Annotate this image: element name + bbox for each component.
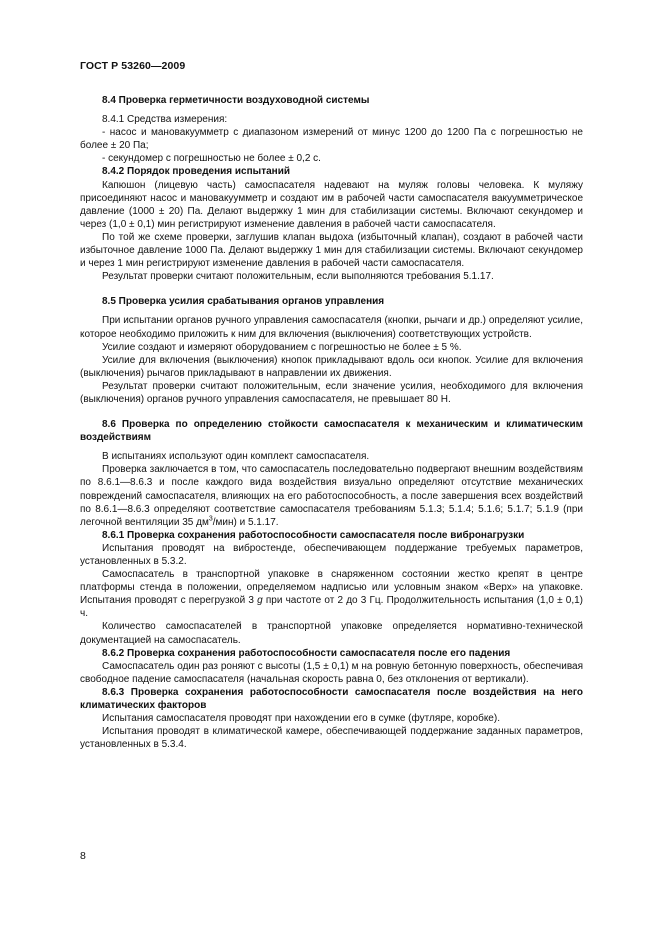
paragraph: Результат проверки считают положительным, если значение усилия, необходимого для включения (выключения) органов ручного управления самоспасателя, не превышает 80 Н. xyxy=(80,380,583,405)
paragraph: Усилие создают и измеряют оборудованием с погрешностью не более ± 5 %. xyxy=(102,341,462,353)
page-number: 8 xyxy=(80,850,86,862)
paragraph xyxy=(80,568,583,620)
bullet-pump-gauge: - насос и мановакуумметр с диапазоном измерений от минус 1200 до 1200 Па с погрешностью не более ± 20 Па; xyxy=(80,127,583,152)
document-code-header: ГОСТ Р 53260—2009 xyxy=(80,60,186,72)
paragraph: При испытании органов ручного управления самоспасателя (кнопки, рычаги и др.) определяют усилие, которое необходимо приложить к ним для включения (выключения) соответствующих устройств. xyxy=(80,315,583,340)
section-8-5-heading: 8.5 Проверка усилия срабатывания органов управления xyxy=(102,296,385,308)
paragraph: Испытания самоспасателя проводят при нахождении его в сумке (футляре, коробке). xyxy=(102,713,500,725)
paragraph xyxy=(80,463,583,528)
text-run: Самоспасатель в транспортной упаковке в снаряженном состоянии жестко крепят в центре платформы стенда в положении, определяемом надписью или условным знаком «Верх» на упаковке. Испытания проводят с перегрузкой 3 xyxy=(80,569,583,607)
page-content xyxy=(80,94,583,751)
bullet-stopwatch: - секундомер с погрешностью не более ± 0,2 с. xyxy=(102,153,321,165)
paragraph: Результат проверки считают положительным, если выполняются требования 5.1.17. xyxy=(102,271,494,283)
clause-8-4-2-heading: 8.4.2 Порядок проведения испытаний xyxy=(102,166,290,178)
superscript: 3 xyxy=(208,515,213,523)
clause-8-6-3-heading: 8.6.3 Проверка сохранения работоспособности самоспасателя после воздействия на него климатических факторов xyxy=(80,686,583,712)
clause-8-6-2-heading: 8.6.2 Проверка сохранения работоспособности самоспасателя после его падения xyxy=(102,647,511,659)
paragraph: Количество самоспасателей в транспортной упаковке определяется нормативно-технической документацией на самоспасатель. xyxy=(80,621,583,646)
paragraph: Испытания проводят в климатической камере, обеспечивающей поддержание заданных параметров, установленных в 5.3.4. xyxy=(80,726,583,751)
paragraph: В испытаниях используют один комплект самоспасателя. xyxy=(102,451,370,463)
paragraph: Самоспасатель один раз роняют с высоты (1,5 ± 0,1) м на ровную бетонную поверхность, обеспечивая свободное падение самоспасателя (начальная скорость равна 0, без отклонения от вертикали). xyxy=(80,660,583,685)
text-run: /мин) и 5.1.17. xyxy=(212,516,279,528)
italic-symbol: g xyxy=(257,595,263,607)
paragraph: Усилие для включения (выключения) кнопок прикладывают вдоль оси кнопок. Усилие для включения (выключения) рычагов прикладывают в направлении их движения. xyxy=(80,354,583,379)
text-run: Проверка заключается в том, что самоспасатель последовательно подвергают внешним воздействиям по 8.6.1—8.6.3 и после каждого вида воздействия визуально определяют отсутствие механических повреждений самоспасателя, влияющих на его работоспособность, а после завершения всех воздействий по 8.6.1—8.6.3 определяют соответствие самоспасателя требованиям 5.1.3; 5.1.4; 5.1.6; 5.1.7; 5.1.9 (при легочной вентиляции 35 дм xyxy=(80,464,583,528)
clause-8-4-1: 8.4.1 Средства измерения: xyxy=(102,114,228,126)
section-8-6-heading: 8.6 Проверка по определению стойкости самоспасателя к механическим и климатическим воздействиям xyxy=(80,419,583,444)
section-8-4-heading: 8.4 Проверка герметичности воздуховодной системы xyxy=(102,95,370,106)
paragraph: Испытания проводят на вибростенде, обеспечивающем поддержание требуемых параметров, установленных в 5.3.2. xyxy=(80,542,583,567)
paragraph: Капюшон (лицевую часть) самоспасателя надевают на муляж головы человека. К муляжу присоединяют насос и мановакуумметр и создают им в рабочей части самоспасателя вакуумметрическое давление (1000 ± 20) Па. Делают выдержку 1 мин для стабилизации системы. Включают секундомер и через (1,0 ± 0,1) мин регистрируют изменение давления в рабочей части самоспасателя. xyxy=(80,179,583,230)
paragraph: По той же схеме проверки, заглушив клапан выдоха (избыточный клапан), создают в рабочей части избыточное давление 1000 Па. Делают выдержку 1 мин для стабилизации системы. Включают секундомер и через 1 мин регистрируют изменение давления в рабочей части самоспасателя. xyxy=(80,231,583,270)
clause-8-6-1-heading: 8.6.1 Проверка сохранения работоспособности самоспасателя после вибронагрузки xyxy=(102,529,525,541)
text-run: при частоте от 2 до 3 Гц. Продолжительность испытания (1,0 ± 0,1) ч. xyxy=(80,595,583,620)
